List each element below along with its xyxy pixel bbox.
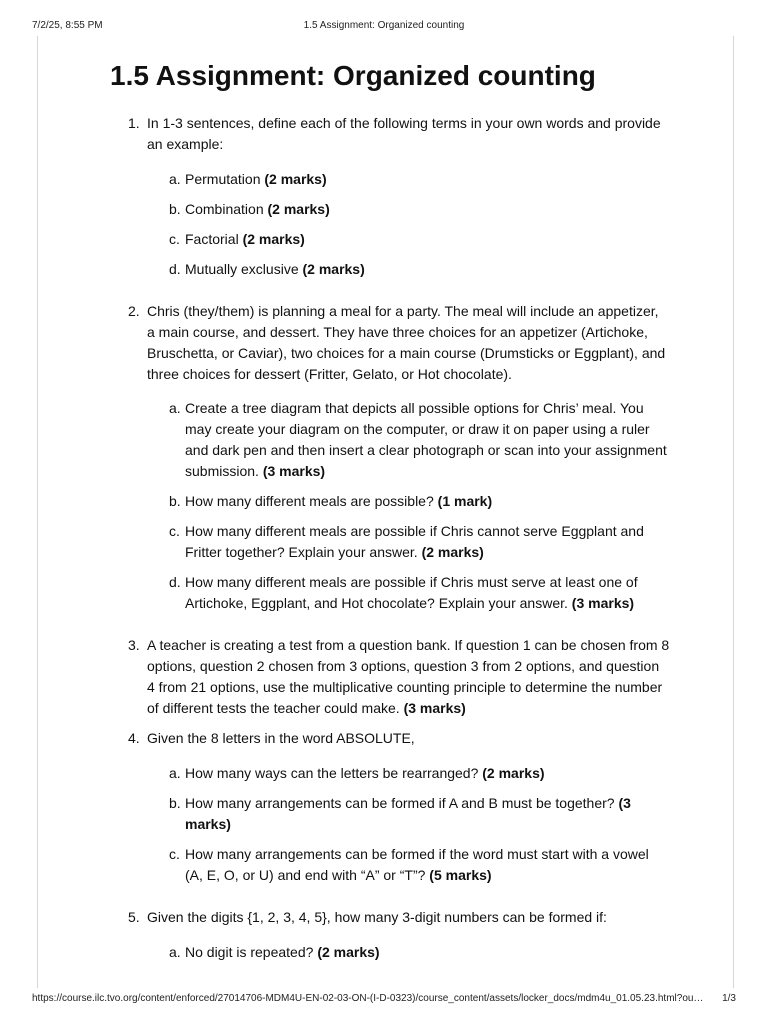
question-2c xyxy=(110,521,670,563)
question-number: 5. xyxy=(128,909,140,925)
marks-label: (2 marks) xyxy=(421,544,484,560)
question-4 xyxy=(110,728,670,749)
marks-label: (3 marks) xyxy=(571,595,635,611)
page-number: 1/3 xyxy=(722,993,736,1004)
sub-text: How many ways can the letters be rearranged? xyxy=(185,765,479,781)
marks-label: (3 marks) xyxy=(185,795,631,832)
question-2d xyxy=(110,572,670,614)
marks-label: (2 marks) xyxy=(267,201,330,217)
marks-label: (5 marks) xyxy=(429,867,492,883)
question-4b xyxy=(110,793,670,835)
sub-letter: b. xyxy=(169,201,181,217)
sub-letter: b. xyxy=(169,795,181,811)
footer-url: https://course.ilc.tvo.org/content/enforced/27014706-MDM4U-EN-02-03-ON-(I-D-0323)/course_content/assets/locker_docs/mdm4u_01.05.23.html?ou… xyxy=(32,993,704,1004)
sub-text: Combination xyxy=(185,201,264,217)
print-footer xyxy=(0,993,768,1007)
question-1 xyxy=(110,113,670,155)
question-text: Chris (they/them) is planning a meal for a party. The meal will include an appetizer, a main course, and dessert. They have three choices for an appetizer (Artichoke, Bruschetta, or Caviar), two choices for a main course (Drumsticks or Eggplant), and three choices for dessert (Fritter, Gelato, or Hot chocolate). xyxy=(147,303,666,382)
question-number: 4. xyxy=(128,730,140,746)
document-body xyxy=(110,56,670,963)
sub-text: Permutation xyxy=(185,171,261,187)
print-header xyxy=(0,20,768,34)
marks-label: (2 marks) xyxy=(317,944,380,960)
sub-text: How many different meals are possible? xyxy=(185,493,434,509)
sub-letter: b. xyxy=(169,493,181,509)
sub-text: How many arrangements can be formed if the word must start with a vowel (A, E, O, or U) and end with “A” or “T”? xyxy=(185,846,649,883)
sub-letter: c. xyxy=(169,523,180,539)
question-4a xyxy=(110,763,670,784)
question-1b xyxy=(110,199,670,220)
question-1d xyxy=(110,259,670,280)
question-2a xyxy=(110,398,670,482)
sub-letter: a. xyxy=(169,944,181,960)
marks-label: (1 mark) xyxy=(437,493,493,509)
sub-letter: a. xyxy=(169,765,181,781)
question-2b xyxy=(110,491,670,512)
question-text: In 1-3 sentences, define each of the following terms in your own words and provide an example: xyxy=(147,115,661,152)
print-header-title: 1.5 Assignment: Organized counting xyxy=(303,20,465,31)
sub-text: No digit is repeated? xyxy=(185,944,314,960)
marks-label: (2 marks) xyxy=(482,765,545,781)
marks-label: (3 marks) xyxy=(403,700,466,716)
sub-text: Create a tree diagram that depicts all possible options for Chris’ meal. You may create your diagram on the computer, or draw it on paper using a ruler and dark pen and then insert a clear photograph or scan into your assignment submission. xyxy=(185,400,667,479)
question-5a xyxy=(110,942,670,963)
question-5 xyxy=(110,907,670,928)
sub-letter: d. xyxy=(169,574,181,590)
marks-label: (2 marks) xyxy=(302,261,365,277)
question-number: 3. xyxy=(128,637,140,653)
question-number: 1. xyxy=(128,115,140,131)
sub-text: How many different meals are possible if Chris must serve at least one of Artichoke, Eggplant, and Hot chocolate? Explain your answer. xyxy=(185,574,638,611)
sub-text: How many arrangements can be formed if A and B must be together? xyxy=(185,795,615,811)
question-text: Given the digits {1, 2, 3, 4, 5}, how many 3-digit numbers can be formed if: xyxy=(147,909,607,925)
sub-letter: d. xyxy=(169,261,181,277)
page-title: 1.5 Assignment: Organized counting xyxy=(110,60,596,91)
marks-label: (2 marks) xyxy=(264,171,327,187)
question-2 xyxy=(110,301,670,385)
sub-letter: a. xyxy=(169,400,181,416)
question-1c xyxy=(110,229,670,250)
question-1a xyxy=(110,169,670,190)
page-border-right xyxy=(733,36,734,988)
sub-letter: c. xyxy=(169,231,180,247)
sub-letter: c. xyxy=(169,846,180,862)
sub-text: Factorial xyxy=(185,231,239,247)
question-text: A teacher is creating a test from a question bank. If question 1 can be chosen from 8 options, question 2 chosen from 3 options, question 3 from 2 options, and question 4 from 21 options, use the multiplicative counting principle to determine the number of different tests the teacher could make. xyxy=(147,637,670,716)
sub-text: How many different meals are possible if Chris cannot serve Eggplant and Fritter together? Explain your answer. xyxy=(185,523,644,560)
sub-text: Mutually exclusive xyxy=(185,261,299,277)
question-text: Given the 8 letters in the word ABSOLUTE, xyxy=(147,730,415,746)
page-border-left xyxy=(37,36,38,988)
question-3 xyxy=(110,635,670,719)
print-datetime: 7/2/25, 8:55 PM xyxy=(32,20,103,31)
sub-letter: a. xyxy=(169,171,181,187)
marks-label: (2 marks) xyxy=(242,231,305,247)
question-4c xyxy=(110,844,670,886)
question-number: 2. xyxy=(128,303,140,319)
marks-label: (3 marks) xyxy=(262,463,326,479)
